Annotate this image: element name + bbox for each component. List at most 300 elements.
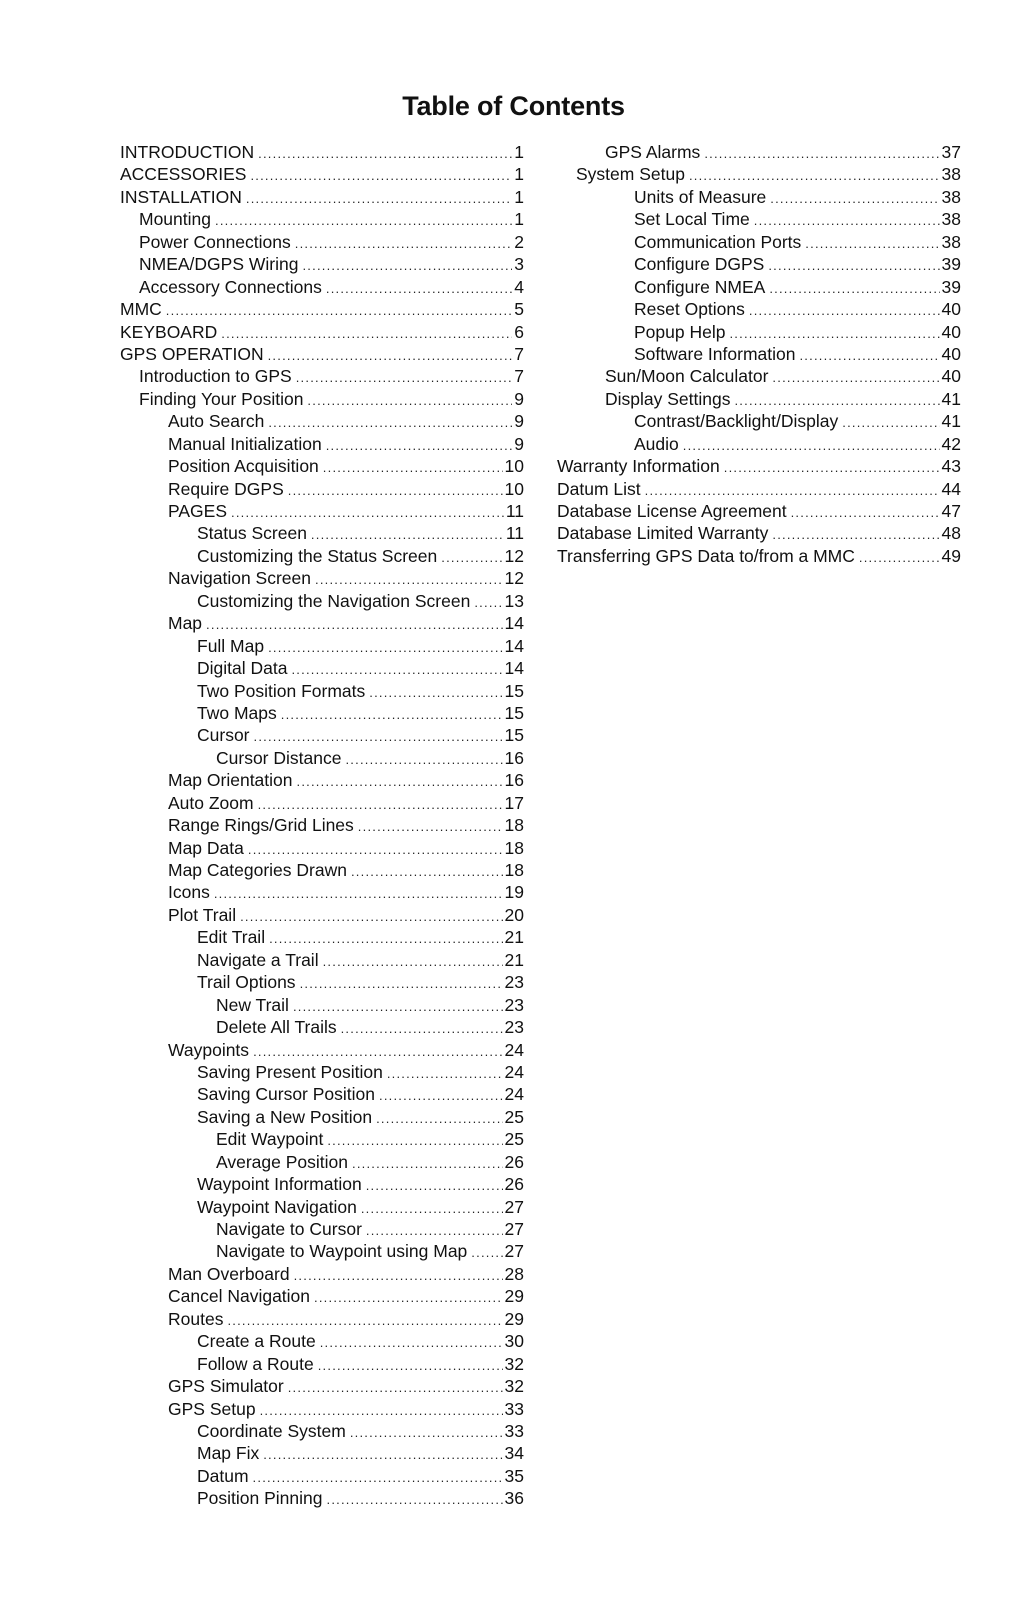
toc-dot-leader: [791, 502, 940, 522]
toc-entry: [120, 1398, 524, 1420]
toc-entry-page: 21: [504, 927, 524, 948]
toc-entry: [120, 724, 524, 746]
toc-entry-title: System Setup: [576, 164, 685, 185]
toc-dot-leader: [772, 367, 939, 387]
toc-entry-title: Cursor: [197, 725, 250, 746]
toc-entry-page: 2: [514, 231, 524, 252]
toc-entry-title: NMEA/DGPS Wiring: [139, 254, 299, 275]
toc-entry-title: Database Limited Warranty: [557, 523, 769, 544]
toc-entry-title: Popup Help: [634, 321, 726, 342]
toc-entry-page: 9: [514, 411, 524, 432]
toc-entry-title: Sun/Moon Calculator: [605, 366, 769, 387]
toc-entry-title: GPS Alarms: [605, 142, 701, 162]
toc-entry-page: 24: [504, 1084, 524, 1105]
toc-dot-leader: [729, 323, 939, 343]
toc-dot-leader: [260, 1400, 503, 1420]
toc-dot-leader: [387, 1063, 503, 1083]
toc-dot-leader: [296, 367, 513, 387]
toc-entry-title: Coordinate System: [197, 1420, 346, 1441]
toc-entry-title: Manual Initialization: [168, 433, 322, 454]
toc-entry-title: Transferring GPS Data to/from a MMC: [557, 545, 855, 566]
toc-entry-title: Saving a New Position: [197, 1106, 373, 1127]
toc-entry-page: 25: [504, 1129, 524, 1150]
toc-entry: [120, 1330, 524, 1352]
toc-entry-page: 11: [505, 523, 524, 544]
toc-entry: [120, 276, 524, 298]
toc-entry-title: Datum List: [557, 478, 641, 499]
toc-entry: [120, 612, 524, 634]
page-title: Table of Contents: [402, 91, 625, 121]
toc-entry: [120, 1106, 524, 1128]
toc-dot-leader: [724, 457, 940, 477]
toc-entry-page: 14: [504, 658, 524, 679]
toc-dot-leader: [770, 188, 939, 208]
toc-dot-leader: [248, 839, 503, 859]
toc-entry-title: ACCESSORIES: [120, 164, 247, 185]
toc-dot-leader: [263, 1444, 502, 1464]
toc-dot-leader: [294, 1265, 503, 1285]
toc-dot-leader: [326, 278, 512, 298]
toc-entry-page: 15: [504, 680, 524, 701]
toc-entry-page: 9: [514, 433, 524, 454]
toc-entry-page: 38: [941, 209, 961, 230]
toc-entry: [557, 343, 961, 365]
toc-entry-page: 44: [941, 478, 961, 499]
toc-entry: [120, 769, 524, 791]
toc-entry-page: 13: [504, 590, 524, 611]
toc-entry-title: Position Pinning: [197, 1488, 323, 1509]
toc-entry: [120, 567, 524, 589]
toc-dot-leader: [269, 928, 502, 948]
toc-dot-leader: [295, 233, 513, 253]
toc-entry-title: Auto Search: [168, 411, 265, 432]
toc-entry-page: 23: [504, 972, 524, 993]
toc-dot-leader: [326, 435, 513, 455]
toc-dot-leader: [258, 143, 512, 163]
toc-entry: [120, 388, 524, 410]
toc-entry: [120, 657, 524, 679]
toc-entry-page: 30: [504, 1331, 524, 1352]
toc-entry-page: 23: [504, 1017, 524, 1038]
toc-entry: [120, 1240, 524, 1262]
toc-entry: [120, 1061, 524, 1083]
toc-dot-leader: [772, 524, 939, 544]
toc-entry-page: 39: [941, 254, 961, 275]
toc-dot-leader: [258, 794, 503, 814]
toc-entry-title: Audio: [634, 433, 679, 454]
toc-entry-title: Units of Measure: [634, 186, 767, 207]
toc-entry: [120, 1083, 524, 1105]
toc-dot-leader: [253, 1041, 502, 1061]
toc-entry-page: 7: [514, 366, 524, 387]
toc-entry-title: Map Data: [168, 837, 244, 858]
toc-entry-page: 25: [504, 1106, 524, 1127]
toc-entry: [557, 186, 961, 208]
toc-dot-leader: [250, 165, 512, 185]
toc-dot-leader: [221, 323, 512, 343]
toc-dot-leader: [769, 278, 939, 298]
toc-entry: [120, 321, 524, 343]
toc-entry: [120, 298, 524, 320]
toc-dot-leader: [799, 345, 939, 365]
toc-entry-page: 38: [941, 231, 961, 252]
toc-entry-title: Database License Agreement: [557, 501, 787, 521]
toc-entry-title: Range Rings/Grid Lines: [168, 815, 354, 836]
toc-entry: [120, 1420, 524, 1442]
toc-entry-title: Edit Trail: [197, 927, 266, 948]
toc-dot-leader: [318, 1355, 503, 1375]
toc-entry-page: 15: [504, 725, 524, 746]
toc-dot-leader: [369, 682, 502, 702]
toc-entry: [120, 253, 524, 275]
toc-entry-title: Set Local Time: [634, 209, 750, 230]
toc-entry-page: 34: [504, 1443, 524, 1464]
toc-dot-leader: [859, 547, 940, 567]
toc-dot-leader: [358, 816, 503, 836]
toc-entry-title: Introduction to GPS: [139, 366, 292, 387]
toc-entry: [557, 545, 961, 567]
toc-entry: [557, 522, 961, 544]
toc-entry-page: 23: [504, 994, 524, 1015]
toc-entry-page: 3: [514, 254, 524, 275]
toc-entry-title: Map Fix: [197, 1443, 260, 1464]
toc-entry: [557, 298, 961, 320]
toc-entry: [120, 1173, 524, 1195]
toc-entry-title: INSTALLATION: [120, 186, 242, 207]
toc-dot-leader: [376, 1108, 502, 1128]
toc-dot-leader: [323, 457, 503, 477]
toc-entry-title: Waypoint Navigation: [197, 1196, 357, 1217]
toc-entry: [120, 590, 524, 612]
toc-entry-title: Navigation Screen: [168, 568, 311, 589]
toc-entry-page: 38: [941, 186, 961, 207]
toc-entry-title: Icons: [168, 882, 210, 903]
toc-entry-title: Cursor Distance: [216, 747, 342, 768]
toc-entry-page: 29: [504, 1308, 524, 1329]
toc-dot-leader: [341, 1018, 503, 1038]
toc-entry-page: 40: [941, 321, 961, 342]
toc-entry: [120, 545, 524, 567]
toc-entry-page: 17: [504, 792, 524, 813]
toc-entry: [120, 343, 524, 365]
toc-entry: [557, 365, 961, 387]
toc-column-left: [120, 141, 524, 1510]
toc-entry-page: 29: [504, 1286, 524, 1307]
toc-entry: [120, 1263, 524, 1285]
toc-entry-page: 10: [504, 478, 524, 499]
toc-entry: [120, 680, 524, 702]
toc-entry-title: Navigate a Trail: [197, 949, 319, 970]
toc-dot-leader: [206, 614, 502, 634]
toc-entry-title: GPS Setup: [168, 1398, 256, 1419]
toc-dot-leader: [288, 480, 503, 500]
toc-entry-title: Saving Cursor Position: [197, 1084, 375, 1105]
toc-entry-title: Datum: [197, 1465, 249, 1486]
toc-dot-leader: [315, 569, 503, 589]
toc-entry-title: Average Position: [216, 1151, 348, 1172]
toc-entry-title: Customizing the Navigation Screen: [197, 590, 471, 611]
toc-entry-title: GPS Simulator: [168, 1376, 284, 1397]
toc-entry-page: 6: [514, 321, 524, 342]
toc-dot-leader: [734, 390, 939, 410]
toc-entry-page: 27: [504, 1219, 524, 1239]
toc-entry-page: 37: [941, 142, 961, 162]
toc-entry: [557, 478, 961, 500]
toc-entry: [120, 971, 524, 993]
toc-entry-page: 33: [504, 1398, 524, 1419]
toc-entry-page: 10: [504, 456, 524, 477]
toc-entry-title: Navigate to Cursor: [216, 1219, 362, 1239]
toc-entry-page: 18: [504, 837, 524, 858]
toc-entry-title: Navigate to Waypoint using Map: [216, 1241, 468, 1262]
toc-entry-page: 49: [941, 545, 961, 566]
toc-entry-page: 41: [941, 388, 961, 409]
toc-dot-leader: [320, 1332, 503, 1352]
toc-entry: [557, 455, 961, 477]
toc-entry-page: 12: [504, 545, 524, 566]
toc-entry-title: Mounting: [139, 209, 211, 230]
toc-entry-title: Delete All Trails: [216, 1017, 337, 1038]
toc-entry: [557, 231, 961, 253]
toc-entry-page: 12: [504, 568, 524, 589]
toc-dot-leader: [683, 435, 940, 455]
toc-entry-page: 39: [941, 276, 961, 297]
toc-entry-title: Waypoint Information: [197, 1174, 362, 1195]
toc-dot-leader: [268, 412, 512, 432]
toc-entry: [120, 904, 524, 926]
toc-entry-title: Power Connections: [139, 231, 291, 252]
toc-entry-title: Auto Zoom: [168, 792, 254, 813]
toc-entry-title: Digital Data: [197, 658, 288, 679]
toc-entry-page: 15: [504, 702, 524, 723]
toc-entry-title: MMC: [120, 299, 162, 320]
toc-entry-title: Map Categories Drawn: [168, 860, 347, 880]
toc-entry-title: Contrast/Backlight/Display: [634, 411, 839, 432]
toc-entry: [120, 949, 524, 971]
toc-dot-leader: [345, 749, 502, 769]
toc-entry-page: 41: [941, 411, 961, 432]
toc-entry-title: INTRODUCTION: [120, 142, 255, 162]
toc-entry-title: Waypoints: [168, 1039, 250, 1060]
toc-entry: [557, 253, 961, 275]
toc-dot-leader: [166, 300, 512, 320]
toc-dot-leader: [351, 861, 503, 881]
toc-dot-leader: [805, 233, 939, 253]
toc-dot-leader: [379, 1085, 503, 1105]
toc-entry-title: Finding Your Position: [139, 388, 304, 409]
toc-entry: [120, 1308, 524, 1330]
toc-entry: [120, 702, 524, 724]
toc-entry-page: 14: [504, 635, 524, 656]
toc-entry: [557, 321, 961, 343]
toc-dot-leader: [288, 1377, 503, 1397]
toc-dot-leader: [214, 883, 503, 903]
toc-entry: [120, 1128, 524, 1150]
toc-entry-title: Follow a Route: [197, 1353, 314, 1374]
toc-entry-page: 38: [941, 164, 961, 185]
toc-dot-leader: [327, 1130, 502, 1150]
toc-entry-title: Map Orientation: [168, 770, 293, 791]
toc-entry-title: Customizing the Status Screen: [197, 545, 438, 566]
toc-entry: [120, 859, 524, 881]
toc-entry: [120, 455, 524, 477]
toc-dot-leader: [268, 637, 502, 657]
toc-entry-page: 4: [514, 276, 524, 297]
toc-entry-page: 26: [504, 1174, 524, 1195]
toc-entry-page: 32: [504, 1353, 524, 1374]
toc-entry: [557, 276, 961, 298]
toc-entry: [120, 837, 524, 859]
toc-entry: [557, 141, 961, 163]
toc-entry-title: Plot Trail: [168, 904, 237, 925]
toc-entry-title: Cancel Navigation: [168, 1286, 311, 1307]
toc-entry-page: 7: [514, 343, 524, 364]
toc-dot-leader: [366, 1220, 503, 1240]
toc-dot-leader: [302, 255, 512, 275]
toc-entry-title: Status Screen: [197, 523, 307, 544]
toc-entry-title: New Trail: [216, 994, 289, 1015]
toc-entry: [120, 1487, 524, 1509]
toc-entry: [120, 433, 524, 455]
toc-entry: [120, 1285, 524, 1307]
toc-entry-page: 14: [504, 613, 524, 634]
toc-entry-page: 27: [504, 1196, 524, 1217]
toc-entry-page: 1: [514, 186, 524, 207]
toc-dot-leader: [645, 480, 940, 500]
toc-entry: [120, 1375, 524, 1397]
toc-dot-leader: [323, 951, 503, 971]
toc-entry-title: Accessory Connections: [139, 276, 322, 297]
toc-entry-title: Trail Options: [197, 972, 296, 993]
toc-entry-page: 9: [514, 388, 524, 409]
toc-entry-title: Position Acquisition: [168, 456, 319, 477]
toc-dot-leader: [327, 1489, 503, 1509]
toc-entry-page: 42: [941, 433, 961, 454]
toc-entry: [120, 1218, 524, 1240]
toc-dot-leader: [291, 659, 502, 679]
toc-entry-page: 19: [504, 882, 524, 903]
toc-dot-leader: [300, 973, 503, 993]
toc-entry: [120, 994, 524, 1016]
toc-entry: [557, 163, 961, 185]
toc-entry-title: GPS OPERATION: [120, 343, 264, 364]
toc-dot-leader: [253, 1467, 503, 1487]
toc-entry: [120, 141, 524, 163]
toc-entry-page: 1: [514, 164, 524, 185]
toc-dot-leader: [246, 188, 512, 208]
toc-entry: [120, 410, 524, 432]
toc-dot-leader: [474, 592, 502, 612]
toc-dot-leader: [281, 704, 503, 724]
toc-entry-title: Configure NMEA: [634, 276, 766, 297]
toc-entry-page: 40: [941, 343, 961, 364]
toc-entry-title: Display Settings: [605, 388, 731, 409]
toc-dot-leader: [350, 1422, 503, 1442]
toc-entry-title: PAGES: [168, 501, 228, 521]
toc-entry-page: 26: [504, 1151, 524, 1172]
toc-entry-page: 16: [504, 770, 524, 791]
toc-entry-title: Two Maps: [197, 702, 277, 723]
toc-entry-page: 28: [504, 1263, 524, 1284]
toc-entry: [557, 388, 961, 410]
toc-dot-leader: [366, 1175, 503, 1195]
toc-dot-leader: [749, 300, 940, 320]
toc-entry-page: 36: [504, 1488, 524, 1509]
toc-dot-leader: [307, 390, 512, 410]
toc-entry-page: 48: [941, 523, 961, 544]
toc-entry-page: 1: [514, 209, 524, 230]
toc-entry-page: 18: [504, 815, 524, 836]
toc-entry-page: 16: [504, 747, 524, 768]
toc-entry: [557, 410, 961, 432]
toc-entry-page: 33: [504, 1420, 524, 1441]
toc-entry-title: KEYBOARD: [120, 321, 218, 342]
toc-entry: [120, 635, 524, 657]
toc-dot-leader: [361, 1198, 503, 1218]
toc-entry-page: 32: [504, 1376, 524, 1397]
toc-dot-leader: [293, 996, 503, 1016]
toc-entry-title: Software Information: [634, 343, 796, 364]
toc-entry: [120, 814, 524, 836]
toc-dot-leader: [254, 726, 503, 746]
toc-entry-title: Full Map: [197, 635, 265, 656]
toc-dot-leader: [227, 1310, 502, 1330]
toc-entry-page: 5: [514, 299, 524, 320]
toc-dot-leader: [842, 412, 939, 432]
toc-entry: [120, 522, 524, 544]
toc-entry-title: Routes: [168, 1308, 224, 1329]
toc-dot-leader: [754, 210, 940, 230]
toc-entry: [120, 1442, 524, 1464]
toc-entry-page: 40: [941, 299, 961, 320]
toc-entry: [557, 500, 961, 522]
toc-entry-page: 27: [504, 1241, 524, 1262]
toc-entry: [557, 208, 961, 230]
toc-entry-title: Reset Options: [634, 299, 745, 320]
toc-entry-page: 11: [505, 501, 524, 521]
toc-entry-page: 47: [941, 501, 961, 521]
toc-entry-title: Configure DGPS: [634, 254, 765, 275]
toc-entry-page: 40: [941, 366, 961, 387]
toc-dot-leader: [268, 345, 513, 365]
toc-dot-leader: [352, 1153, 503, 1173]
toc-entry: [120, 792, 524, 814]
toc-dot-leader: [689, 165, 940, 185]
toc-entry-title: Warranty Information: [557, 456, 720, 477]
toc-entry-page: 43: [941, 456, 961, 477]
toc-entry-page: 18: [504, 860, 524, 880]
toc-entry: [120, 1039, 524, 1061]
toc-entry-title: Two Position Formats: [197, 680, 366, 701]
toc-entry: [120, 1196, 524, 1218]
toc-entry: [120, 1151, 524, 1173]
toc-entry: [120, 163, 524, 185]
toc-dot-leader: [314, 1287, 503, 1307]
toc-dot-leader: [768, 255, 939, 275]
toc-entry-title: Require DGPS: [168, 478, 284, 499]
toc-entry-title: Man Overboard: [168, 1263, 290, 1284]
toc-dot-leader: [240, 906, 502, 926]
toc-dot-leader: [471, 1242, 502, 1262]
toc-entry: [120, 1353, 524, 1375]
toc-column-right: [557, 141, 961, 567]
toc-entry: [120, 208, 524, 230]
toc-entry: [120, 478, 524, 500]
toc-dot-leader: [311, 524, 504, 544]
toc-entry-page: 24: [504, 1039, 524, 1060]
toc-entry-title: Create a Route: [197, 1331, 316, 1352]
toc-dot-leader: [297, 771, 503, 791]
